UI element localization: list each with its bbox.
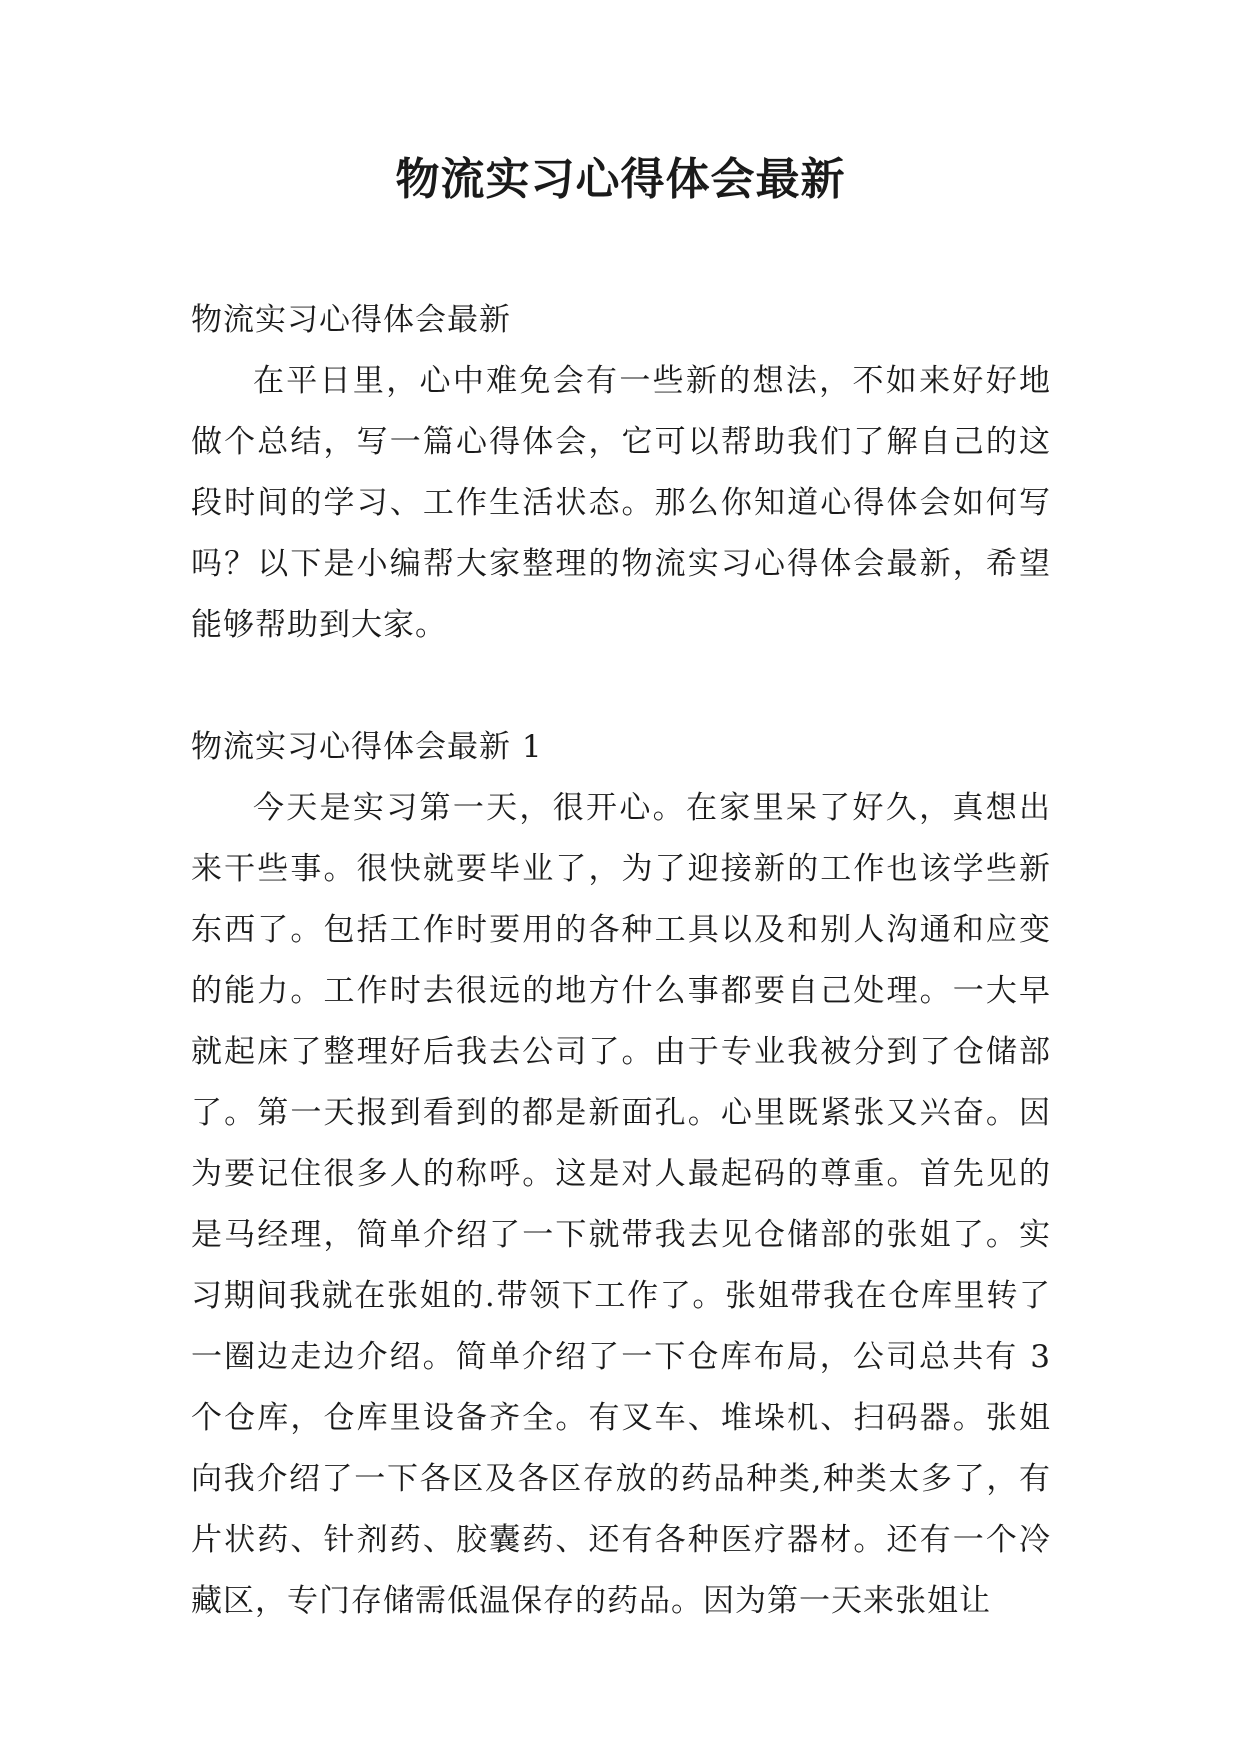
section-1-paragraph: 今天是实习第一天，很开心。在家里呆了好久，真想出来干些事。很快就要毕业了，为了迎接新的工作也该学些新东西了。包括工作时要用的各种工具以及和别人沟通和应变的能力。工作时去很远的地方什么事都要自己处理。一大早就起床了整理好后我去公司了。由于专业我被分到了仓储部了。第一天报到看到的都是新面孔。心里既紧张又兴奋。因为要记住很多人的称呼。这是对人最起码的尊重。首先见的是马经理，简单介绍了一下就带我去见仓储部的张姐了。实习期间我就在张姐的.带领下工作了。张姐带我在仓库里转了一圈边走边介绍。简单介绍了一下仓库布局，公司总共有 3 个仓库，仓库里设备齐全。有叉车、堆垛机、扫码器。张姐向我介绍了一下各区及各区存放的药品种类,种类太多了，有片状药、针剂药、胶囊药、还有各种医疗器材。还有一个冷藏区，专门存储需低温保存的药品。因为第一天来张姐让 bbox=[191, 790, 1051, 1619]
intro-paragraph: 在平日里，心中难免会有一些新的想法，不如来好好地做个总结，写一篇心得体会，它可以帮助我们了解自己的这段时间的学习、工作生活状态。那么你知道心得体会如何写吗？以下是小编帮大家整理的物流实习心得体会最新，希望能够帮助到大家。 bbox=[191, 363, 1051, 643]
section-spacer bbox=[191, 656, 1051, 717]
document-title: 物流实习心得体会最新 bbox=[395, 154, 846, 205]
intro-heading: 物流实习心得体会最新 bbox=[191, 302, 511, 338]
document-body bbox=[191, 290, 1051, 1632]
section-1-heading: 物流实习心得体会最新 1 bbox=[191, 729, 543, 765]
